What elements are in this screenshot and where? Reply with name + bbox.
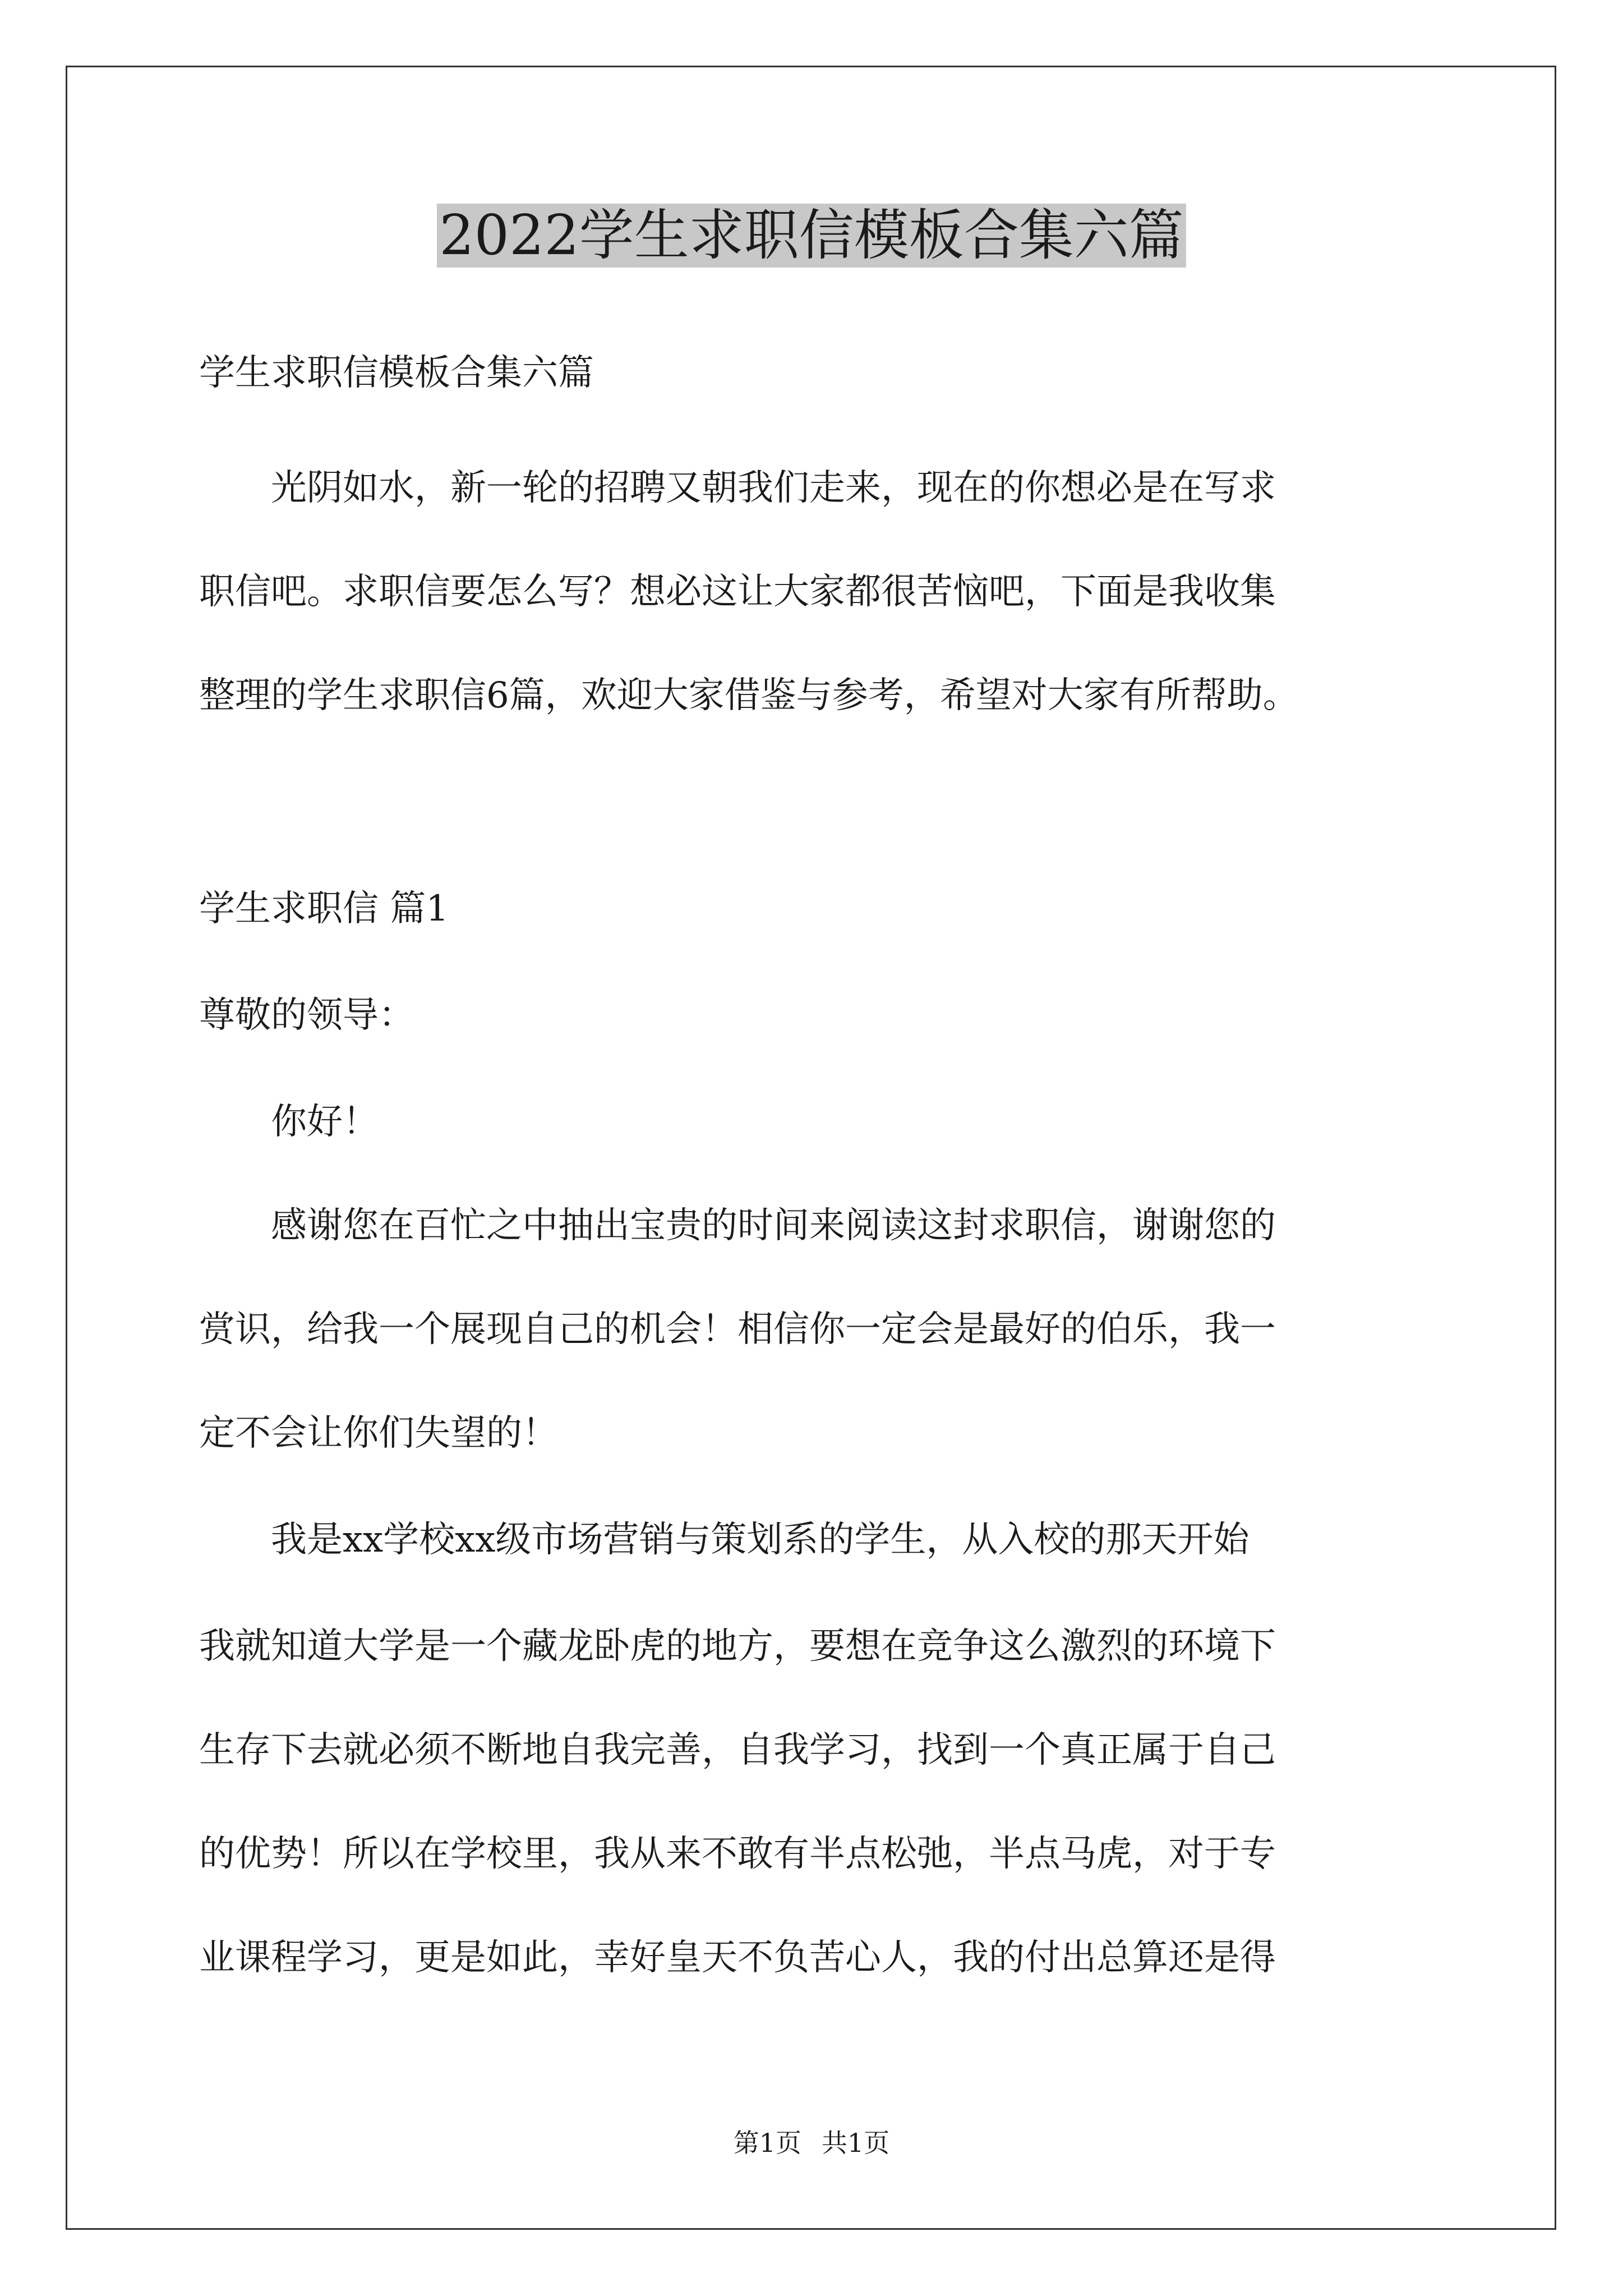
- page-total: 共1页: [822, 2128, 890, 2158]
- body-line-3: 定不会让你们失望的！: [199, 1412, 558, 1454]
- salutation: 尊敬的领导：: [199, 995, 414, 1036]
- body-line-4: 我是xx学校xx级市场营销与策划系的学生，从入校的那天开始: [199, 1519, 1249, 1561]
- intro-line-2: 职信吧。求职信要怎么写？想必这让大家都很苦恼吧，下面是我收集: [199, 571, 1276, 613]
- page-number: 第1页: [733, 2128, 801, 2158]
- section-heading-1: 学生求职信 篇1: [199, 888, 449, 930]
- document-title: 2022学生求职信模板合集六篇: [0, 194, 1623, 278]
- intro-line-3: 整理的学生求职信6篇，欢迎大家借鉴与参考，希望对大家有所帮助。: [199, 675, 1299, 716]
- intro-line-1: 光阴如水，新一轮的招聘又朝我们走来，现在的你想必是在写求: [199, 467, 1276, 509]
- body-line-2: 赏识，给我一个展现自己的机会！相信你一定会是最好的伯乐，我一: [199, 1309, 1276, 1350]
- body-line-8: 业课程学习，更是如此，幸好皇天不负苦心人，我的付出总算还是得: [199, 1937, 1276, 1978]
- body-line-1: 感谢您在百忙之中抽出宝贵的时间来阅读这封求职信，谢谢您的: [199, 1205, 1276, 1246]
- body-line-5: 我就知道大学是一个藏龙卧虎的地方，要想在竞争这么激烈的环境下: [199, 1626, 1276, 1667]
- page-footer: [0, 2126, 1623, 2160]
- body-line-7: 的优势！所以在学校里，我从来不敢有半点松弛，半点马虎，对于专: [199, 1833, 1276, 1875]
- greeting: 你好！: [199, 1101, 379, 1143]
- body-line-6: 生存下去就必须不断地自我完善，自我学习，找到一个真正属于自己: [199, 1729, 1276, 1771]
- subtitle-line: 学生求职信模板合集六篇: [199, 352, 594, 394]
